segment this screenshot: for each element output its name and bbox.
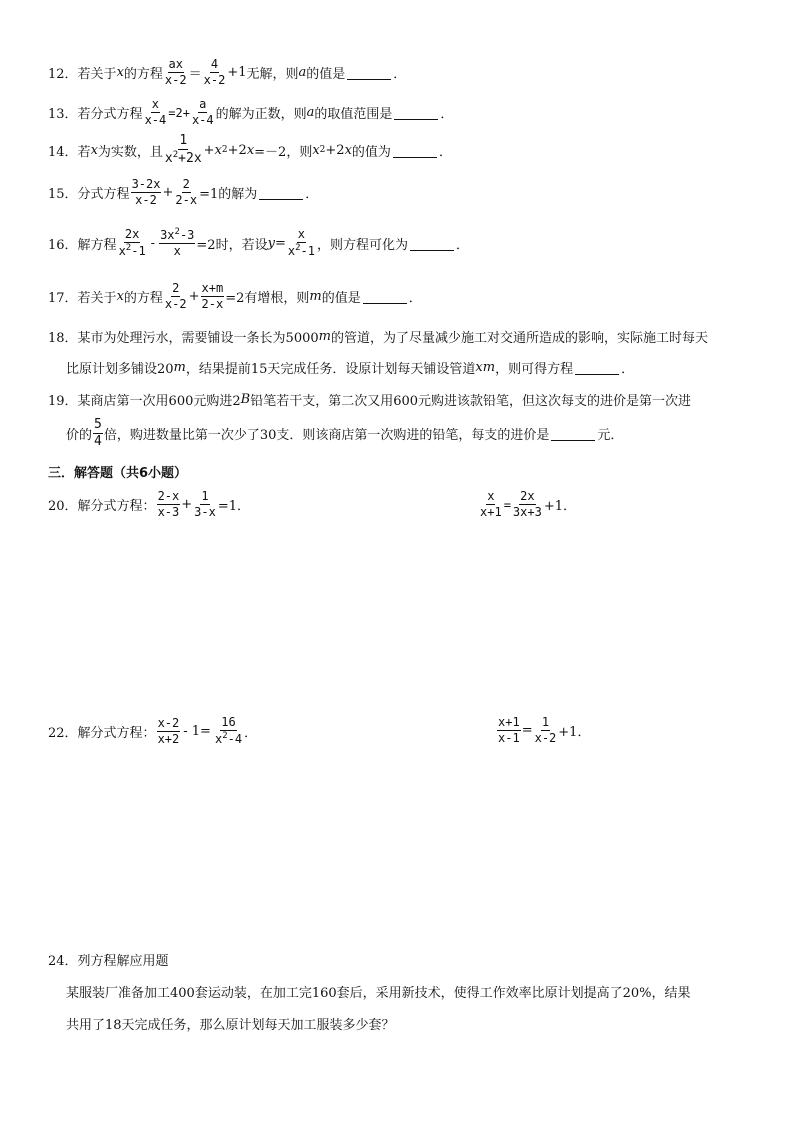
text: ，则可得方程 — [495, 362, 574, 377]
text: +2 — [325, 142, 345, 158]
text: -4 — [227, 732, 243, 747]
text: 倍，购进数量比第一次少了30支．则该商店第一次购进的铅笔，每支的进价是 — [103, 428, 550, 444]
text: 铅笔若干支，第二次又用600元购进该款铅笔，但这次每支的进价是第一次进 — [250, 394, 692, 409]
question-number: 19． — [48, 394, 78, 409]
numerator: 1 — [541, 716, 550, 731]
variable: m — [309, 289, 322, 305]
text: 若关于 — [77, 67, 117, 83]
section-heading: 三．解答题（共6小题） — [48, 466, 188, 481]
variable: x — [312, 142, 320, 158]
variable: m — [173, 360, 186, 375]
fraction — [497, 716, 521, 745]
answer-blank[interactable] — [393, 143, 437, 158]
text: 元． — [597, 428, 624, 444]
denominator: x-1 — [498, 731, 520, 746]
question-19-line-2 — [66, 418, 623, 450]
text: 无解，则 — [246, 67, 299, 83]
text: 为实数，且 — [97, 144, 163, 160]
variable: x — [246, 142, 255, 158]
superscript: 2 — [174, 227, 180, 237]
text: - — [150, 235, 156, 251]
fraction — [479, 490, 503, 519]
text: ，结果提前15天完成任务．设原计划每天铺设管道 — [185, 362, 476, 377]
numerator: 1 — [178, 134, 188, 150]
text: +2 — [227, 142, 247, 158]
text: =2时，若设 — [196, 237, 268, 253]
fraction — [193, 490, 217, 519]
text: =2+ — [168, 105, 190, 120]
denominator: 4 — [94, 434, 102, 450]
question-number: 22． — [48, 725, 78, 741]
question-24-title — [48, 950, 169, 969]
variable: x — [344, 142, 352, 158]
text: 的取值范围是 — [314, 107, 393, 123]
text: = — [521, 723, 533, 739]
question-13 — [48, 98, 453, 127]
numerator: a — [198, 98, 207, 113]
answer-blank[interactable] — [551, 426, 595, 441]
fraction — [534, 716, 558, 745]
fraction — [157, 717, 181, 746]
answer-blank[interactable] — [394, 105, 438, 120]
numerator: 2-x — [157, 490, 181, 505]
numerator: 2 — [171, 282, 180, 297]
numerator: ax — [168, 58, 184, 73]
fraction — [144, 98, 168, 127]
denominator: x+1 — [480, 505, 502, 520]
text: 解分式方程： — [77, 499, 156, 515]
variable: x — [214, 142, 222, 158]
fraction — [201, 282, 225, 311]
numerator: x+m — [201, 282, 225, 297]
text: 的管道，为了尽量减少施工对交通所造成的影响，实际施工时每天 — [330, 331, 708, 346]
question-18-line-2 — [66, 358, 634, 377]
answer-blank[interactable] — [347, 65, 391, 80]
denominator: 2-x — [175, 193, 198, 208]
fraction — [203, 58, 227, 87]
denominator: x-4 — [191, 113, 214, 128]
question-14 — [48, 134, 452, 167]
denominator — [164, 150, 203, 166]
text: = — [274, 235, 286, 251]
variable: x — [116, 65, 124, 81]
numerator: x — [297, 228, 306, 243]
numerator: 2 — [182, 178, 191, 193]
text: 的值是 — [306, 67, 346, 83]
variable: xm — [475, 360, 496, 375]
question-number: 13． — [48, 107, 78, 123]
text: 某服装厂准备加工400套运动装，在加工完160套后，采用新技术，使得工作效率比原计划提高了20%，结果 — [66, 986, 691, 1001]
variable: B — [240, 392, 251, 407]
question-number: 12． — [48, 67, 78, 83]
text: ． — [440, 107, 454, 123]
text: 分式方程 — [77, 187, 130, 203]
text: x — [164, 151, 173, 167]
answer-blank[interactable] — [363, 289, 407, 304]
text: 的解为正数，则 — [215, 107, 307, 123]
question-number: 15． — [48, 187, 78, 203]
question-24-line-1 — [66, 982, 691, 1001]
fraction — [159, 228, 195, 258]
text: ． — [408, 291, 422, 307]
numerator: x+1 — [497, 716, 521, 731]
superscript: 2 — [172, 150, 179, 161]
variable: x — [116, 289, 124, 305]
text: -1 — [300, 244, 315, 259]
fraction — [214, 716, 243, 746]
fraction — [164, 134, 203, 167]
text: 的方程 — [123, 67, 163, 83]
text: + — [181, 497, 193, 513]
text: =－2，则 — [254, 144, 313, 160]
answer-blank[interactable] — [575, 360, 619, 375]
text: ． — [455, 237, 469, 253]
text: ． — [244, 725, 258, 741]
text: = — [503, 497, 511, 512]
text: + — [203, 142, 215, 158]
text: x — [214, 732, 223, 747]
text: 比原计划多铺设20 — [66, 362, 174, 377]
question-22 — [48, 716, 257, 746]
question-number: 20． — [48, 499, 78, 515]
numerator: x — [486, 490, 495, 505]
text: 解分式方程： — [77, 725, 156, 741]
question-20 — [48, 490, 250, 519]
fraction — [118, 228, 147, 258]
fraction — [157, 490, 181, 519]
text: +2x — [178, 151, 202, 167]
text: + — [188, 289, 200, 305]
denominator: x+2 — [157, 731, 180, 746]
numerator: 4 — [210, 58, 219, 73]
text: 列方程解应用题 — [77, 954, 169, 969]
superscript: 2 — [295, 243, 301, 254]
fraction — [164, 282, 188, 311]
text: =1． — [217, 499, 251, 515]
text: 若关于 — [77, 291, 117, 307]
question-16 — [48, 228, 469, 258]
fraction — [93, 418, 103, 450]
text: x — [118, 244, 126, 259]
variable: x — [90, 142, 98, 158]
question-24-line-2 — [66, 1014, 395, 1033]
variable: m — [318, 329, 331, 344]
question-18-line-1 — [48, 327, 708, 346]
text: =2有增根，则 — [225, 291, 310, 307]
text: 的值是 — [321, 291, 361, 307]
fraction — [174, 178, 198, 207]
denominator: 3x+3 — [512, 505, 542, 520]
text: ． — [438, 144, 452, 160]
text: 3x — [160, 228, 175, 242]
text: - 1= — [183, 723, 211, 739]
text: + — [162, 185, 174, 201]
question-number: 24． — [48, 954, 78, 969]
superscript: 2 — [221, 145, 228, 156]
numerator: 5 — [93, 418, 103, 434]
text: +1． — [558, 725, 591, 741]
denominator: 3-x — [194, 505, 216, 520]
question-21 — [478, 490, 576, 519]
denominator: x-3 — [157, 505, 180, 520]
text: 共用了18天完成任务，那么原计划每天加工服装多少套？ — [66, 1018, 395, 1033]
text: +1 — [227, 65, 247, 81]
denominator: x-2 — [164, 297, 187, 312]
text: 若分式方程 — [77, 107, 143, 123]
superscript: 2 — [222, 731, 228, 742]
question-19-line-1 — [48, 390, 691, 409]
denominator — [287, 243, 316, 258]
fraction — [164, 58, 188, 87]
answer-blank[interactable] — [259, 185, 303, 200]
superscript: 2 — [319, 145, 326, 156]
variable: a — [298, 65, 307, 81]
numerator: 16 — [220, 716, 236, 731]
denominator: x-2 — [203, 73, 226, 88]
fraction — [512, 490, 543, 519]
denominator: x — [173, 244, 181, 259]
answer-blank[interactable] — [410, 236, 454, 251]
text: ． — [393, 67, 407, 83]
variable: a — [306, 105, 315, 121]
fraction — [287, 228, 316, 258]
text: +1． — [543, 499, 576, 515]
numerator: x — [151, 98, 160, 113]
text: ． — [305, 187, 319, 203]
question-number: 14． — [48, 144, 78, 160]
question-number: 18． — [48, 331, 78, 346]
question-number: 16． — [48, 237, 78, 253]
variable: y — [267, 235, 275, 251]
question-number: 17． — [48, 291, 78, 307]
denominator: x-4 — [144, 113, 167, 128]
numerator: 1 — [200, 490, 209, 505]
text: 某商店第一次用600元购进2 — [77, 394, 241, 409]
denominator: 2-x — [201, 297, 224, 312]
text: -3 — [179, 228, 195, 242]
question-15 — [48, 178, 318, 207]
text: ． — [621, 362, 635, 377]
denominator — [214, 731, 243, 746]
fraction — [191, 98, 215, 127]
numerator — [159, 228, 195, 244]
text: 若 — [77, 144, 91, 160]
superscript: 2 — [125, 243, 132, 254]
numerator: 2x — [124, 228, 140, 243]
denominator: x-2 — [164, 73, 187, 88]
text: 解方程 — [77, 237, 117, 253]
numerator: x-2 — [157, 717, 181, 732]
text: ，则方程可化为 — [316, 237, 408, 253]
numerator: 2x — [519, 490, 535, 505]
fraction — [131, 178, 162, 207]
text: -1 — [131, 244, 146, 259]
text: 的方程 — [123, 291, 163, 307]
question-17 — [48, 282, 422, 311]
text: 某市为处理污水，需要铺设一条长为5000 — [77, 331, 319, 346]
denominator: x-2 — [135, 193, 157, 208]
text: ＝ — [188, 67, 202, 83]
text: x — [287, 244, 296, 259]
text: 价的 — [66, 428, 93, 444]
question-23 — [496, 716, 590, 745]
text: =1的解为 — [199, 187, 258, 203]
question-12 — [48, 58, 406, 87]
denominator — [118, 243, 147, 258]
numerator: 3-2x — [131, 178, 162, 193]
text: 的值为 — [351, 144, 391, 160]
denominator: x-2 — [534, 731, 557, 746]
